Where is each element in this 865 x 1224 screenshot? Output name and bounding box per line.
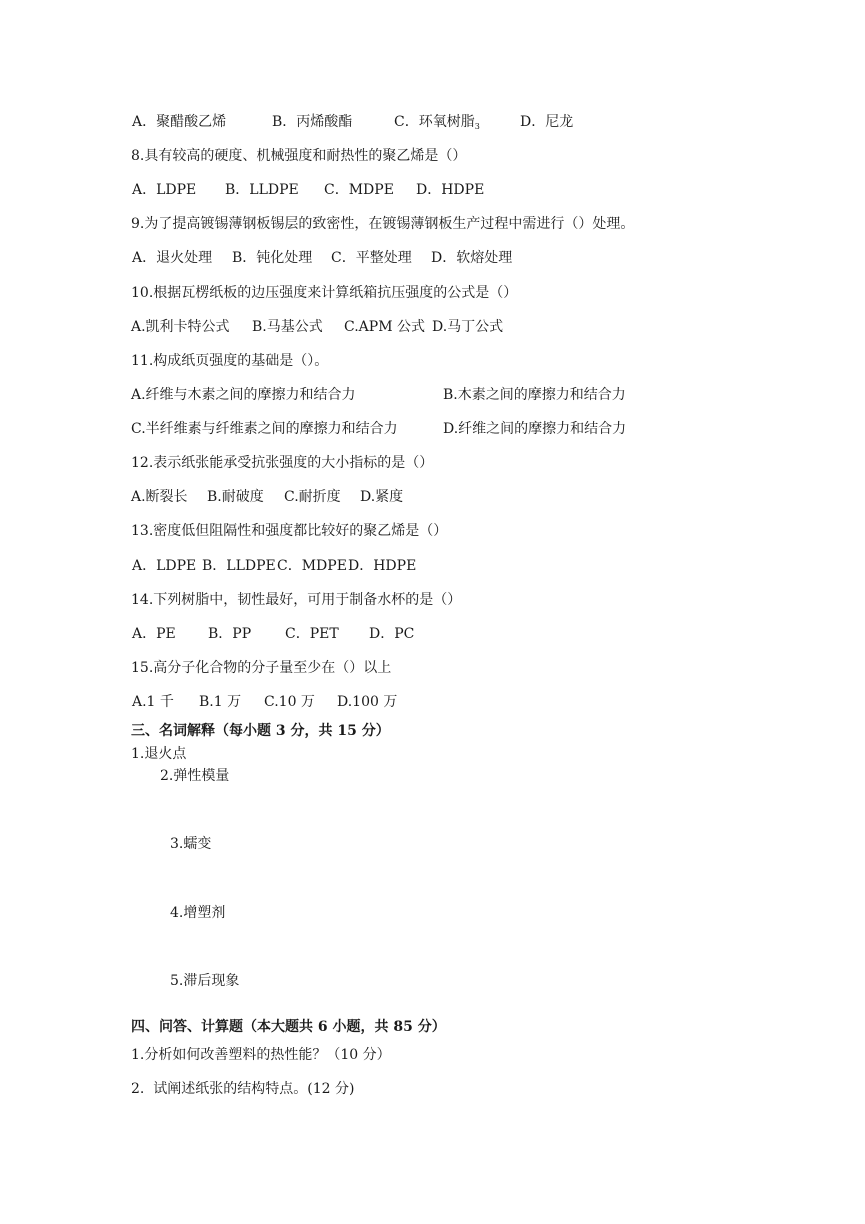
q13-option-d: D．HDPE [348,558,417,574]
section4-item-2: 2. 试阐述纸张的结构特点。(12 分) [131,1081,355,1097]
q10-stem: 10.根据瓦楞纸板的边压强度来计算纸箱抗压强度的公式是（） [131,285,518,301]
q13-option-c: C．MDPE [277,558,347,574]
q15-option-d: D.100 万 [337,694,398,710]
section3-item-1: 1.退火点 [131,746,187,762]
q14-option-b: B．PP [208,626,252,642]
section3-item-3: 3.蠕变 [170,836,212,852]
q9-option-b: B．钝化处理 [232,250,313,266]
q9-option-c: C．平整处理 [331,250,412,266]
section3-heading: 三、名词解释（每小题 3 分，共 15 分） [131,723,390,739]
q10-option-c: C.APM 公式 [344,319,425,335]
q13-option-b: B．LLDPE [202,558,276,574]
q15-stem: 15.高分子化合物的分子量至少在（）以上 [131,660,392,676]
q14-option-c: C．PET [285,626,339,642]
q14-option-a: A．PE [132,626,176,642]
q7-option-b: B．丙烯酸酯 [272,114,353,130]
q15-option-b: B.1 万 [199,694,242,710]
q11-option-b: B.木素之间的摩擦力和结合力 [443,387,626,403]
q8-option-a: A．LDPE [132,182,197,198]
q12-stem: 12.表示纸张能承受抗张强度的大小指标的是（） [131,455,434,471]
q8-stem: 8.具有较高的硬度、机械强度和耐热性的聚乙烯是（） [131,148,467,164]
q9-option-d: D．软熔处理 [431,250,513,266]
q8-option-d: D．HDPE [416,182,485,198]
q9-stem: 9.为了提高镀锡薄钢板锡层的致密性，在镀锡薄钢板生产过程中需进行（）处理。 [131,216,635,232]
q11-option-a: A.纤维与木素之间的摩擦力和结合力 [131,387,356,403]
q11-option-d: D.纤维之间的摩擦力和结合力 [443,421,627,437]
q12-option-a: A.断裂长 [131,489,188,505]
q8-option-c: C．MDPE [324,182,394,198]
q9-option-a: A．退火处理 [132,250,213,266]
q11-option-c: C.半纤维素与纤维素之间的摩擦力和结合力 [131,421,398,437]
q12-option-c: C.耐折度 [284,489,341,505]
q15-option-c: C.10 万 [264,694,315,710]
q12-option-b: B.耐破度 [207,489,264,505]
q13-stem: 13.密度低但阻隔性和强度都比较好的聚乙烯是（） [131,523,448,539]
q10-option-d: D.马丁公式 [432,319,504,335]
q13-option-a: A．LDPE [132,558,197,574]
section3-item-2: 2.弹性模量 [160,768,230,784]
q10-option-b: B.马基公式 [252,319,323,335]
q11-stem: 11.构成纸页强度的基础是（）。 [131,353,329,369]
q7-option-d: D．尼龙 [520,114,574,130]
q7-option-c-subscript: 3 [474,122,480,131]
q7-option-c-text: C．环氧树脂 [394,114,475,130]
section3-item-5: 5.滞后现象 [170,973,240,989]
q7-option-c [394,113,480,136]
q7-option-a: A．聚醋酸乙烯 [132,114,227,130]
q10-option-a: A.凯利卡特公式 [131,319,230,335]
section3-item-4: 4.增塑剂 [170,905,226,921]
q14-stem: 14.下列树脂中，韧性最好，可用于制备水杯的是（） [131,592,462,608]
section4-heading: 四、问答、计算题（本大题共 6 小题，共 85 分） [131,1019,446,1035]
q8-option-b: B．LLDPE [225,182,299,198]
q12-option-d: D.紧度 [360,489,404,505]
q14-option-d: D．PC [369,626,415,642]
section4-item-1: 1.分析如何改善塑料的热性能？（10 分） [131,1047,391,1063]
q15-option-a: A.1 千 [132,694,174,710]
